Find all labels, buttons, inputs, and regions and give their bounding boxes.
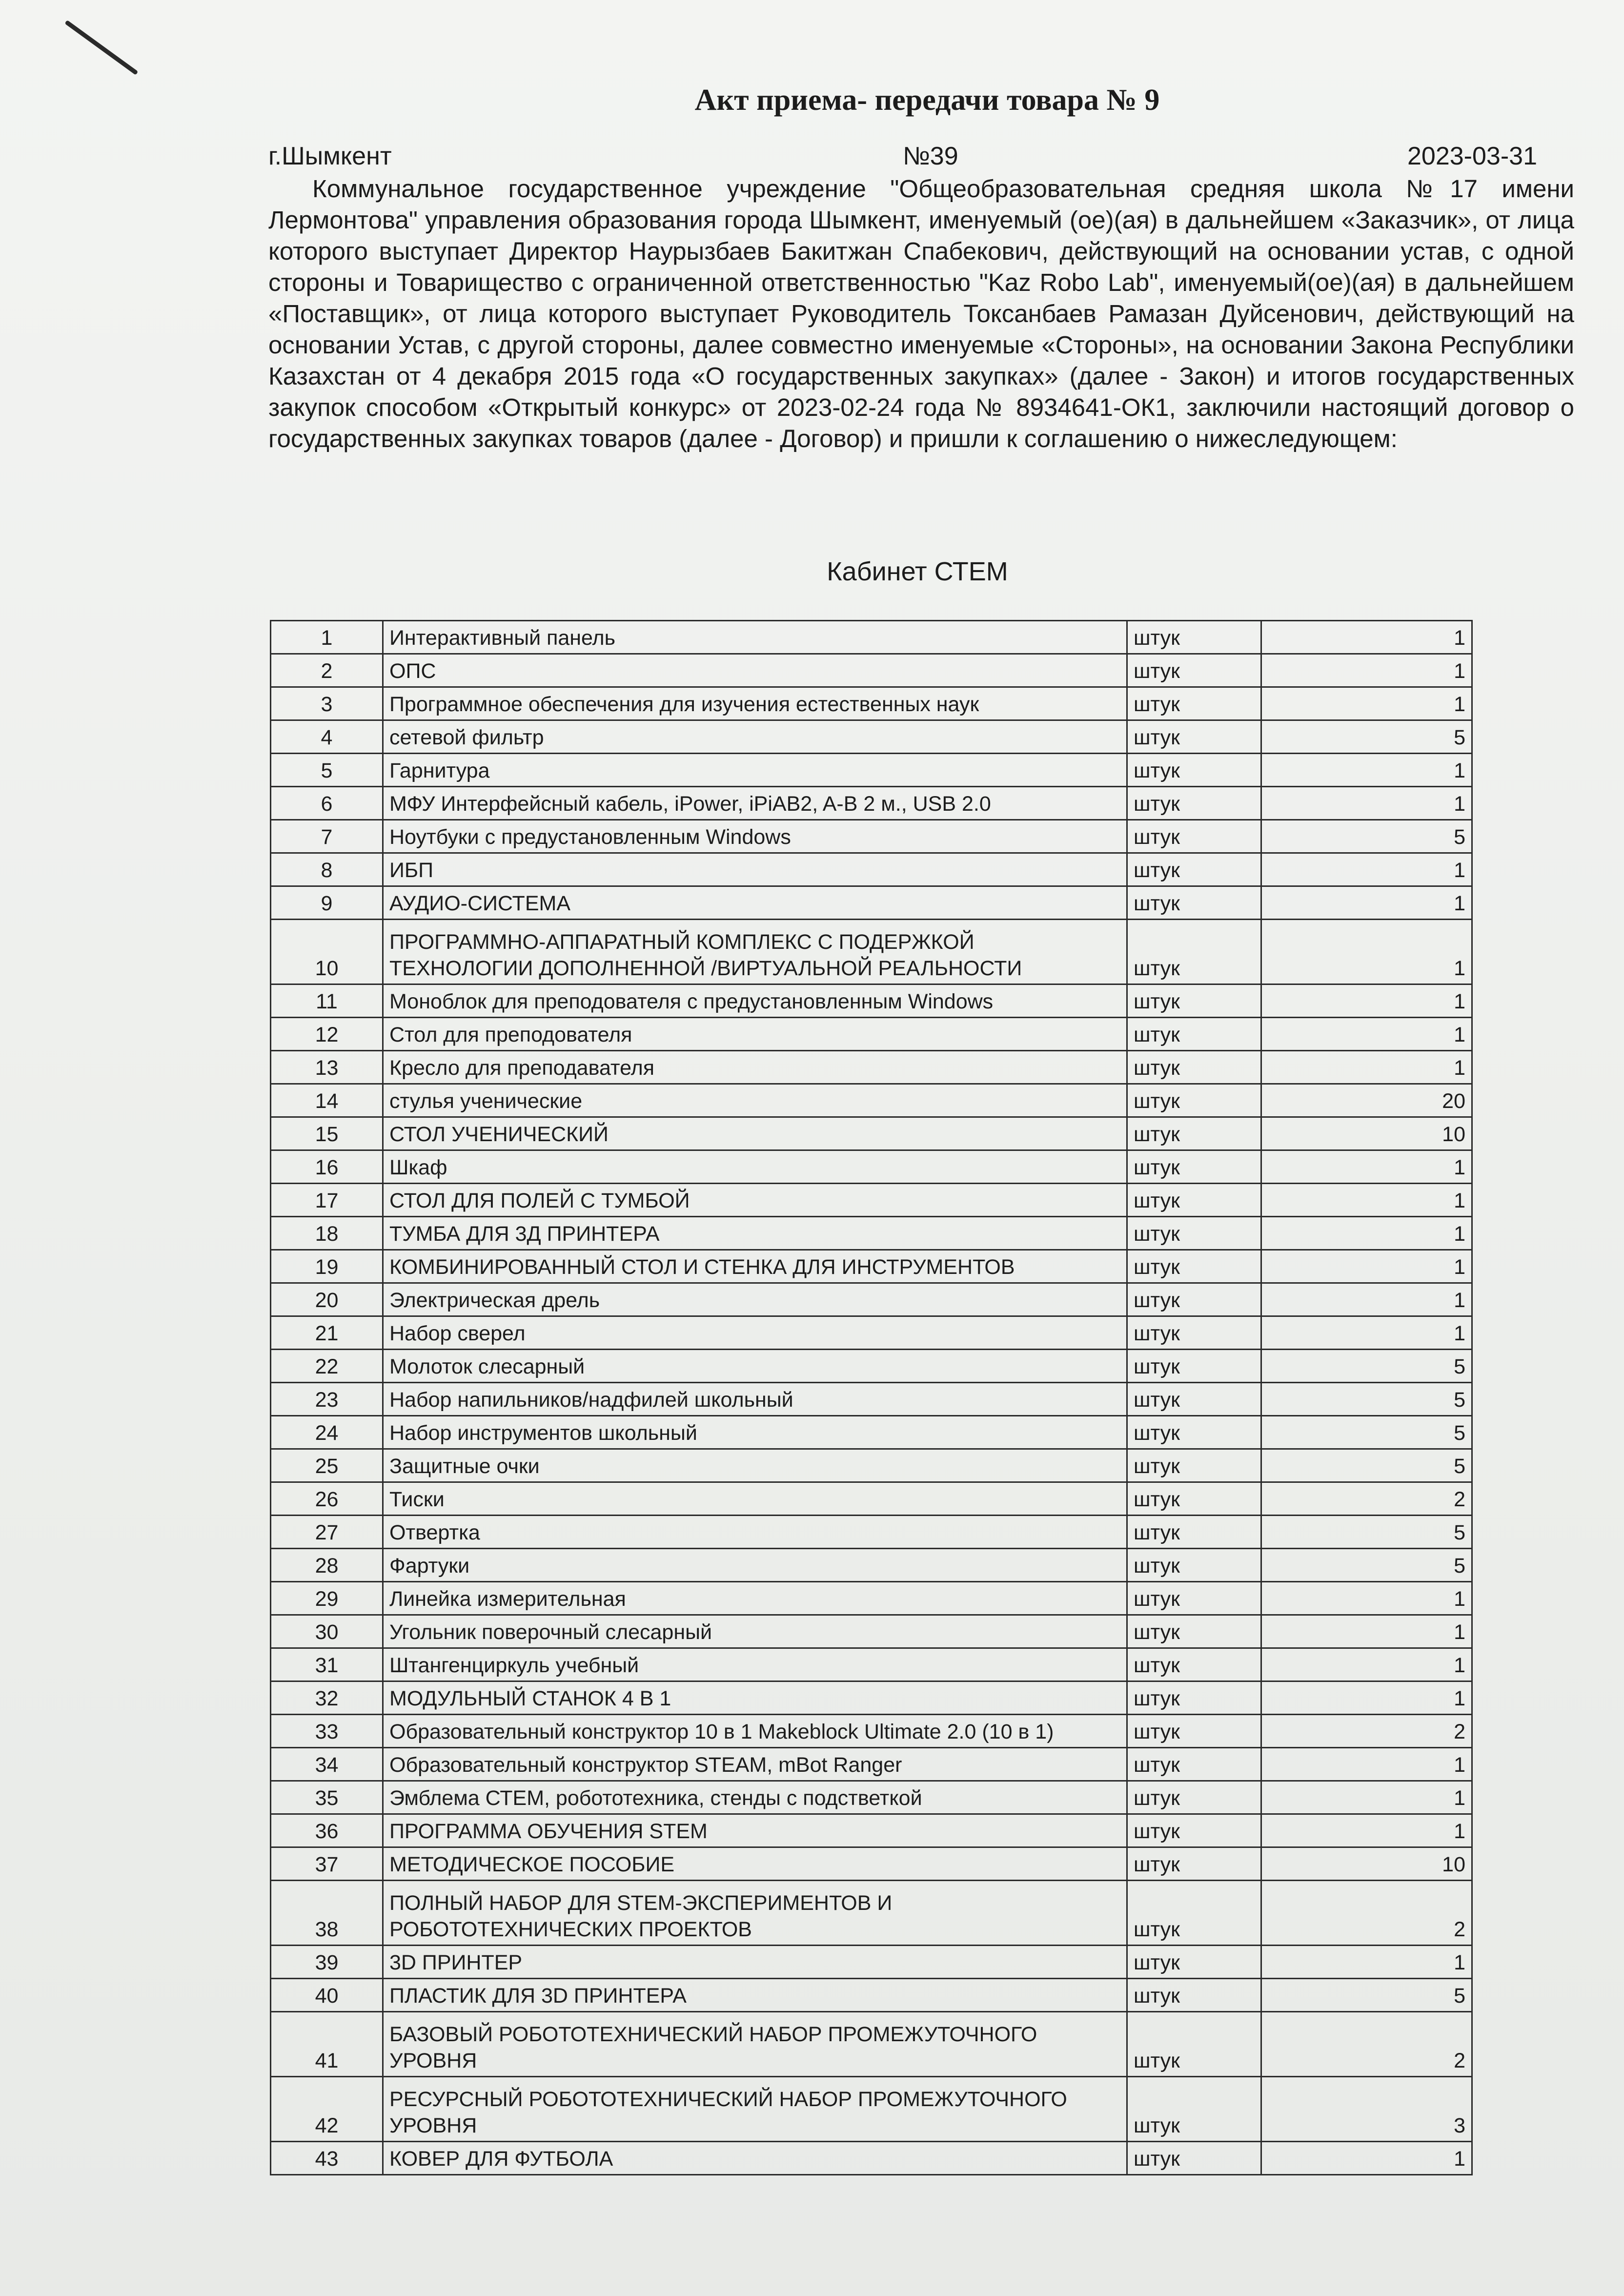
item-unit-cell: штук [1127,2012,1261,2077]
item-unit-cell: штук [1127,1018,1261,1051]
item-quantity-cell: 1 [1261,1150,1472,1184]
item-number-cell: 2 [271,654,383,687]
item-number-cell: 34 [271,1748,383,1781]
item-unit-cell: штук [1127,1416,1261,1449]
table-row [271,621,1472,654]
item-name-cell: МЕТОДИЧЕСКОЕ ПОСОБИЕ [383,1847,1127,1881]
item-number-cell: 28 [271,1549,383,1582]
item-quantity-cell: 5 [1261,1449,1472,1482]
item-number-cell: 5 [271,754,383,787]
item-quantity-cell: 1 [1261,1946,1472,1979]
item-unit-cell: штук [1127,920,1261,984]
item-quantity-cell: 1 [1261,984,1472,1018]
item-quantity-cell: 10 [1261,1117,1472,1150]
item-name-cell: Образовательный конструктор STEAM, mBot Ranger [383,1748,1127,1781]
item-unit-cell: штук [1127,1814,1261,1847]
item-number-cell: 4 [271,720,383,754]
item-unit-cell: штук [1127,1283,1261,1316]
item-number-cell: 40 [271,1979,383,2012]
items-table-body [271,621,1472,2175]
item-quantity-cell: 1 [1261,2142,1472,2175]
item-name-cell: Шкаф [383,1150,1127,1184]
table-row [271,1084,1472,1117]
table-row [271,1549,1472,1582]
table-row [271,1316,1472,1350]
item-number-cell: 9 [271,886,383,920]
item-name-cell: Штангенциркуль учебный [383,1648,1127,1681]
item-number-cell: 22 [271,1350,383,1383]
table-row [271,1615,1472,1648]
item-name-cell: СТОЛ ДЛЯ ПОЛЕЙ С ТУМБОЙ [383,1184,1127,1217]
item-number-cell: 10 [271,920,383,984]
table-row [271,787,1472,820]
item-quantity-cell: 1 [1261,1283,1472,1316]
item-name-cell: 3D ПРИНТЕР [383,1946,1127,1979]
item-name-cell: ТУМБА ДЛЯ 3Д ПРИНТЕРА [383,1217,1127,1250]
item-unit-cell: штук [1127,1648,1261,1681]
item-name-cell: Ноутбуки с предустановленным Windows [383,820,1127,853]
item-number-cell: 20 [271,1283,383,1316]
items-table [270,620,1473,2175]
document-title: Акт приема- передачи товара № 9 [694,83,1160,117]
item-quantity-cell: 1 [1261,787,1472,820]
item-quantity-cell: 1 [1261,920,1472,984]
item-name-cell: Молоток слесарный [383,1350,1127,1383]
item-quantity-cell: 1 [1261,654,1472,687]
item-quantity-cell: 1 [1261,1781,1472,1814]
item-quantity-cell: 1 [1261,853,1472,886]
table-row [271,1847,1472,1881]
item-unit-cell: штук [1127,1516,1261,1549]
document-number: №39 [903,142,958,170]
item-name-cell: Угольник поверочный слесарный [383,1615,1127,1648]
table-row [271,1946,1472,1979]
table-row [271,886,1472,920]
table-row [271,1648,1472,1681]
table-row [271,1449,1472,1482]
table-row [271,687,1472,720]
table-row [271,1250,1472,1283]
item-quantity-cell: 1 [1261,1051,1472,1084]
table-row [271,1018,1472,1051]
item-unit-cell: штук [1127,754,1261,787]
item-unit-cell: штук [1127,787,1261,820]
item-name-cell: ИБП [383,853,1127,886]
item-unit-cell: штук [1127,1748,1261,1781]
item-quantity-cell: 1 [1261,1582,1472,1615]
item-name-cell: ОПС [383,654,1127,687]
item-number-cell: 37 [271,1847,383,1881]
item-name-cell: КОМБИНИРОВАННЫЙ СТОЛ И СТЕНКА ДЛЯ ИНСТРУМЕНТОВ [383,1250,1127,1283]
table-row [271,1482,1472,1516]
item-name-cell: ПОЛНЫЙ НАБОР ДЛЯ STEM-ЭКСПЕРИМЕНТОВ И РОБОТОТЕХНИЧЕСКИХ ПРОЕКТОВ [383,1881,1127,1946]
item-name-cell: Интерактивный панель [383,621,1127,654]
item-unit-cell: штук [1127,654,1261,687]
item-number-cell: 32 [271,1681,383,1715]
item-number-cell: 21 [271,1316,383,1350]
item-name-cell: Набор инструментов школьный [383,1416,1127,1449]
item-number-cell: 8 [271,853,383,886]
item-unit-cell: штук [1127,2142,1261,2175]
table-row [271,1383,1472,1416]
item-number-cell: 43 [271,2142,383,2175]
intro-paragraph: Коммунальное государственное учреждение "Общеобразовательная средняя школа №17 имени Лермонтова" управления образования города Шымкент, именуемый (ое)(ая) в дальнейшем «Заказчик», от лица которого выступает Директор Наурызбаев Бакитжан Спабекович, действующий на основании устав, с одной стороны и Товарищество с ограниченной ответственностью "Kaz Robo Lab", именуемый(ое)(ая) в дальнейшем «Поставщик», от лица которого выступает Руководитель Токсанбаев Рамазан Дуйсенович, действующий на основании Устав, с другой стороны, далее совместно именуемые «Стороны», на основании Закона Республики Казахстан от 4 декабря 2015 года «О государственных закупках» (далее - Закон) и итогов государственных закупок способом «Открытый конкурс» от 2023-02-24 года № 8934641-ОК1, заключили настоящий договор о государственных закупках товаров (далее - Договор) и пришли к соглашению о нижеследующем: [268,175,1574,452]
item-number-cell: 26 [271,1482,383,1516]
item-number-cell: 11 [271,984,383,1018]
item-unit-cell: штук [1127,984,1261,1018]
item-quantity-cell: 5 [1261,1350,1472,1383]
item-unit-cell: штук [1127,1482,1261,1516]
item-number-cell: 18 [271,1217,383,1250]
table-row [271,1217,1472,1250]
item-unit-cell: штук [1127,1117,1261,1150]
item-name-cell: Фартуки [383,1549,1127,1582]
item-name-cell: Набор сверел [383,1316,1127,1350]
item-number-cell: 25 [271,1449,383,1482]
table-row [271,2142,1472,2175]
table-row [271,2012,1472,2077]
table-row [271,920,1472,984]
item-name-cell: ПРОГРАММА ОБУЧЕНИЯ STEM [383,1814,1127,1847]
item-quantity-cell: 1 [1261,1681,1472,1715]
item-quantity-cell: 1 [1261,1316,1472,1350]
table-row [271,1051,1472,1084]
table-row [271,1748,1472,1781]
item-name-cell: МФУ Интерфейсный кабель, iPower, iPiAB2, A-B 2 м., USB 2.0 [383,787,1127,820]
item-unit-cell: штук [1127,621,1261,654]
item-unit-cell: штук [1127,720,1261,754]
table-row [271,1582,1472,1615]
item-name-cell: Образовательный конструктор 10 в 1 Makeblock Ultimate 2.0 (10 в 1) [383,1715,1127,1748]
item-name-cell: КОВЕР ДЛЯ ФУТБОЛА [383,2142,1127,2175]
table-row [271,1881,1472,1946]
table-row [271,1350,1472,1383]
item-unit-cell: штук [1127,2077,1261,2142]
item-number-cell: 12 [271,1018,383,1051]
item-unit-cell: штук [1127,1847,1261,1881]
item-name-cell: Тиски [383,1482,1127,1516]
item-name-cell: Моноблок для преподователя с предустановленным Windows [383,984,1127,1018]
item-number-cell: 3 [271,687,383,720]
item-number-cell: 38 [271,1881,383,1946]
table-row [271,820,1472,853]
item-number-cell: 19 [271,1250,383,1283]
item-quantity-cell: 1 [1261,1217,1472,1250]
item-number-cell: 15 [271,1117,383,1150]
item-quantity-cell: 20 [1261,1084,1472,1117]
table-row [271,2077,1472,2142]
item-name-cell: РЕСУРСНЫЙ РОБОТОТЕХНИЧЕСКИЙ НАБОР ПРОМЕЖУТОЧНОГО УРОВНЯ [383,2077,1127,2142]
document-city: г.Шымкент [268,142,392,170]
item-unit-cell: штук [1127,1549,1261,1582]
item-quantity-cell: 1 [1261,1615,1472,1648]
table-row [271,1117,1472,1150]
item-quantity-cell: 2 [1261,1715,1472,1748]
item-quantity-cell: 1 [1261,1748,1472,1781]
item-quantity-cell: 1 [1261,754,1472,787]
item-quantity-cell: 2 [1261,1482,1472,1516]
item-quantity-cell: 1 [1261,1814,1472,1847]
item-name-cell: Гарнитура [383,754,1127,787]
table-row [271,1150,1472,1184]
item-number-cell: 33 [271,1715,383,1748]
item-quantity-cell: 1 [1261,1018,1472,1051]
item-number-cell: 24 [271,1416,383,1449]
item-number-cell: 17 [271,1184,383,1217]
item-unit-cell: штук [1127,820,1261,853]
item-quantity-cell: 5 [1261,720,1472,754]
item-quantity-cell: 1 [1261,687,1472,720]
item-unit-cell: штук [1127,1184,1261,1217]
item-unit-cell: штук [1127,886,1261,920]
item-number-cell: 7 [271,820,383,853]
item-unit-cell: штук [1127,687,1261,720]
item-name-cell: СТОЛ УЧЕНИЧЕСКИЙ [383,1117,1127,1150]
item-name-cell: МОДУЛЬНЫЙ СТАНОК 4 В 1 [383,1681,1127,1715]
item-name-cell: Линейка измерительная [383,1582,1127,1615]
item-name-cell: БАЗОВЫЙ РОБОТОТЕХНИЧЕСКИЙ НАБОР ПРОМЕЖУТОЧНОГО УРОВНЯ [383,2012,1127,2077]
item-unit-cell: штук [1127,1350,1261,1383]
table-row [271,1979,1472,2012]
item-number-cell: 16 [271,1150,383,1184]
document-date: 2023-03-31 [1407,142,1537,170]
item-quantity-cell: 1 [1261,1184,1472,1217]
item-unit-cell: штук [1127,1084,1261,1117]
item-name-cell: Электрическая дрель [383,1283,1127,1316]
table-row [271,984,1472,1018]
item-number-cell: 13 [271,1051,383,1084]
item-quantity-cell: 5 [1261,1416,1472,1449]
item-unit-cell: штук [1127,1781,1261,1814]
item-number-cell: 27 [271,1516,383,1549]
item-name-cell: Набор напильников/надфилей школьный [383,1383,1127,1416]
item-quantity-cell: 5 [1261,1979,1472,2012]
item-number-cell: 35 [271,1781,383,1814]
item-number-cell: 23 [271,1383,383,1416]
item-unit-cell: штук [1127,1946,1261,1979]
item-quantity-cell: 5 [1261,1516,1472,1549]
item-number-cell: 31 [271,1648,383,1681]
item-quantity-cell: 5 [1261,1383,1472,1416]
item-quantity-cell: 5 [1261,1549,1472,1582]
table-row [271,1516,1472,1549]
item-number-cell: 6 [271,787,383,820]
table-row [271,1781,1472,1814]
item-quantity-cell: 2 [1261,2012,1472,2077]
item-unit-cell: штук [1127,1582,1261,1615]
item-quantity-cell: 3 [1261,2077,1472,2142]
item-quantity-cell: 10 [1261,1847,1472,1881]
item-name-cell: Отвертка [383,1516,1127,1549]
item-unit-cell: штук [1127,1250,1261,1283]
item-name-cell: Эмблема СТЕМ, робототехника, стенды с подстветкой [383,1781,1127,1814]
item-unit-cell: штук [1127,1051,1261,1084]
item-number-cell: 39 [271,1946,383,1979]
item-quantity-cell: 1 [1261,1648,1472,1681]
item-name-cell: Программное обеспечения для изучения естественных наук [383,687,1127,720]
item-name-cell: сетевой фильтр [383,720,1127,754]
item-number-cell: 41 [271,2012,383,2077]
item-number-cell: 29 [271,1582,383,1615]
item-name-cell: Защитные очки [383,1449,1127,1482]
item-unit-cell: штук [1127,1383,1261,1416]
table-row [271,1283,1472,1316]
item-quantity-cell: 2 [1261,1881,1472,1946]
table-row [271,853,1472,886]
table-row [271,1814,1472,1847]
item-unit-cell: штук [1127,1150,1261,1184]
item-unit-cell: штук [1127,853,1261,886]
item-unit-cell: штук [1127,1881,1261,1946]
item-unit-cell: штук [1127,1715,1261,1748]
item-number-cell: 14 [271,1084,383,1117]
item-unit-cell: штук [1127,1217,1261,1250]
item-quantity-cell: 1 [1261,1250,1472,1283]
pen-mark [64,20,138,75]
item-quantity-cell: 1 [1261,886,1472,920]
item-name-cell: Кресло для преподавателя [383,1051,1127,1084]
item-number-cell: 30 [271,1615,383,1648]
document-meta [268,142,1537,176]
item-unit-cell: штук [1127,1681,1261,1715]
section-title: Кабинет СТЕМ [827,557,1008,586]
table-row [271,1681,1472,1715]
item-quantity-cell: 1 [1261,621,1472,654]
item-unit-cell: штук [1127,1615,1261,1648]
item-number-cell: 1 [271,621,383,654]
item-name-cell: стулья ученические [383,1084,1127,1117]
table-row [271,1715,1472,1748]
item-name-cell: АУДИО-СИСТЕМА [383,886,1127,920]
table-row [271,654,1472,687]
table-row [271,1416,1472,1449]
table-row [271,754,1472,787]
item-unit-cell: штук [1127,1316,1261,1350]
item-unit-cell: штук [1127,1449,1261,1482]
item-number-cell: 42 [271,2077,383,2142]
item-name-cell: ПЛАСТИК ДЛЯ 3D ПРИНТЕРА [383,1979,1127,2012]
item-number-cell: 36 [271,1814,383,1847]
item-unit-cell: штук [1127,1979,1261,2012]
table-row [271,720,1472,754]
item-name-cell: ПРОГРАММНО-АППАРАТНЫЙ КОМПЛЕКС С ПОДЕРЖКОЙ ТЕХНОЛОГИИ ДОПОЛНЕННОЙ /ВИРТУАЛЬНОЙ РЕАЛЬНОСТИ [383,920,1127,984]
table-row [271,1184,1472,1217]
item-name-cell: Стол для преподователя [383,1018,1127,1051]
item-quantity-cell: 5 [1261,820,1472,853]
